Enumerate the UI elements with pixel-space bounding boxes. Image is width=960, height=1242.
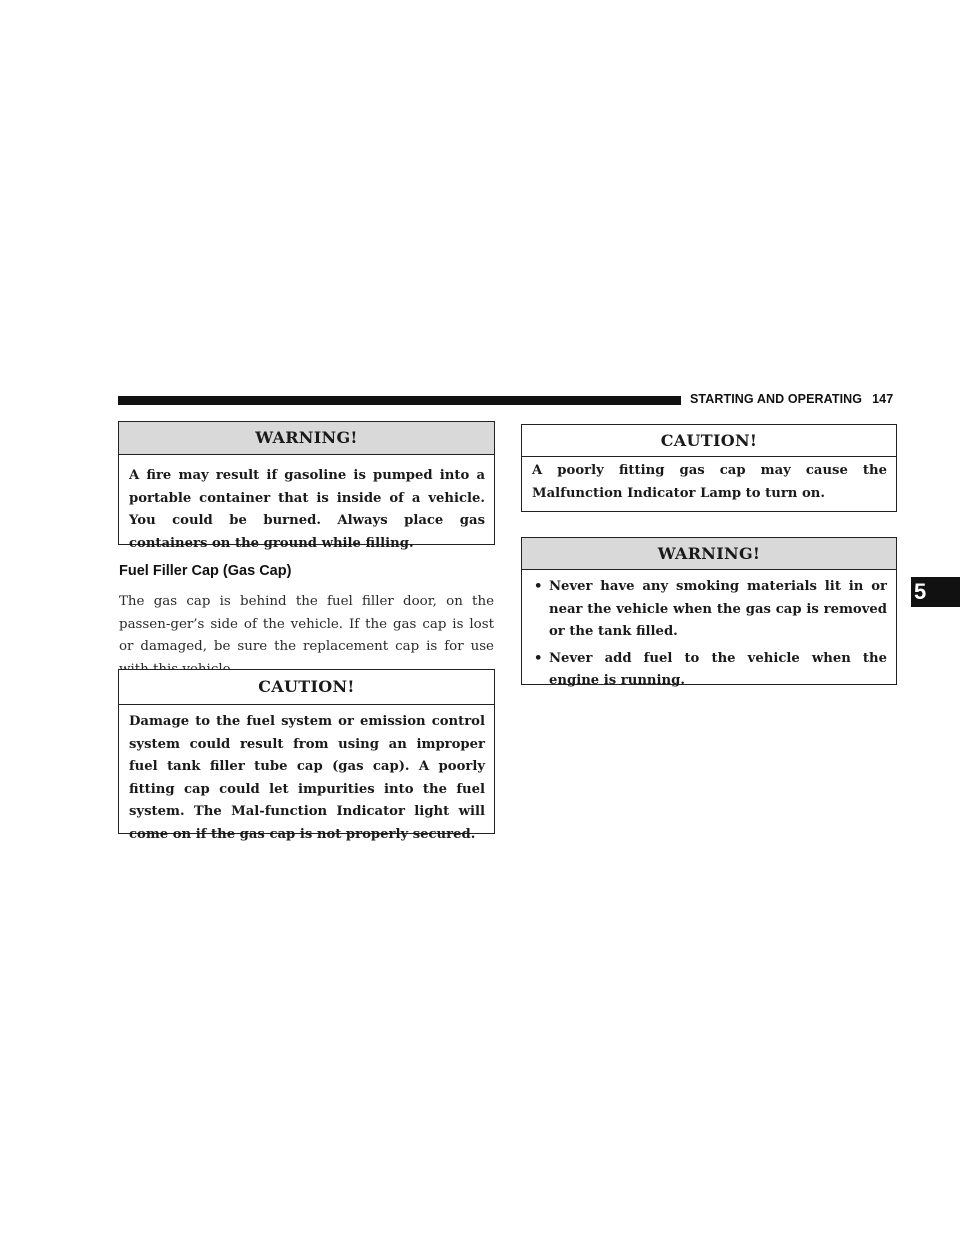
- warning-title: WARNING!: [522, 538, 896, 570]
- caution-title: CAUTION!: [522, 425, 896, 457]
- section-title: STARTING AND OPERATING: [690, 392, 863, 406]
- caution-text: Damage to the fuel system or emission control system could result from using an improper fuel tank filler tube cap (gas cap). A poorly fitting cap could let impurities into the fuel system. The Mal-function Indicator light will come on if the gas cap is not properly secured.: [129, 714, 485, 842]
- list-item-text: Never have any smoking materials lit in or near the vehicle when the gas cap is removed or the tank filled.: [549, 579, 887, 640]
- warning-box-fire: [118, 421, 495, 551]
- list-item-text: Never add fuel to the vehicle when the engine is running.: [549, 650, 887, 689]
- warning-text: A fire may result if gasoline is pumped into a portable container that is inside of a vehicle. You could be burned. Always place gas containers on the ground while filling.: [129, 468, 485, 551]
- list-item: [532, 576, 887, 644]
- header-rule: [118, 396, 681, 405]
- list-item: [532, 648, 887, 693]
- warning-box-smoking-fuel: [521, 537, 897, 689]
- caution-box-fuel-system: [118, 669, 495, 842]
- caution-title: CAUTION!: [119, 670, 494, 705]
- caution-text: A poorly fitting gas cap may cause the Malfunction Indicator Lamp to turn on.: [532, 463, 887, 501]
- bullet-marker: •: [534, 650, 543, 666]
- bullet-marker: •: [534, 579, 543, 594]
- caution-box-malfunction-lamp: [521, 424, 897, 512]
- warning-body: [522, 570, 896, 693]
- warning-title: WARNING!: [119, 422, 494, 455]
- page-number: 147: [872, 392, 894, 406]
- warning-bullet-list: [532, 576, 887, 693]
- section-heading-fuel-filler-cap: Fuel Filler Cap (Gas Cap): [119, 563, 292, 579]
- chapter-tab: 5: [911, 577, 960, 607]
- running-header: [690, 392, 893, 406]
- fuel-filler-paragraph: The gas cap is behind the fuel filler door, on the passen-ger’s side of the vehicle. If the gas cap is lost or damaged, be sure the replacement cap is for use: [119, 594, 494, 655]
